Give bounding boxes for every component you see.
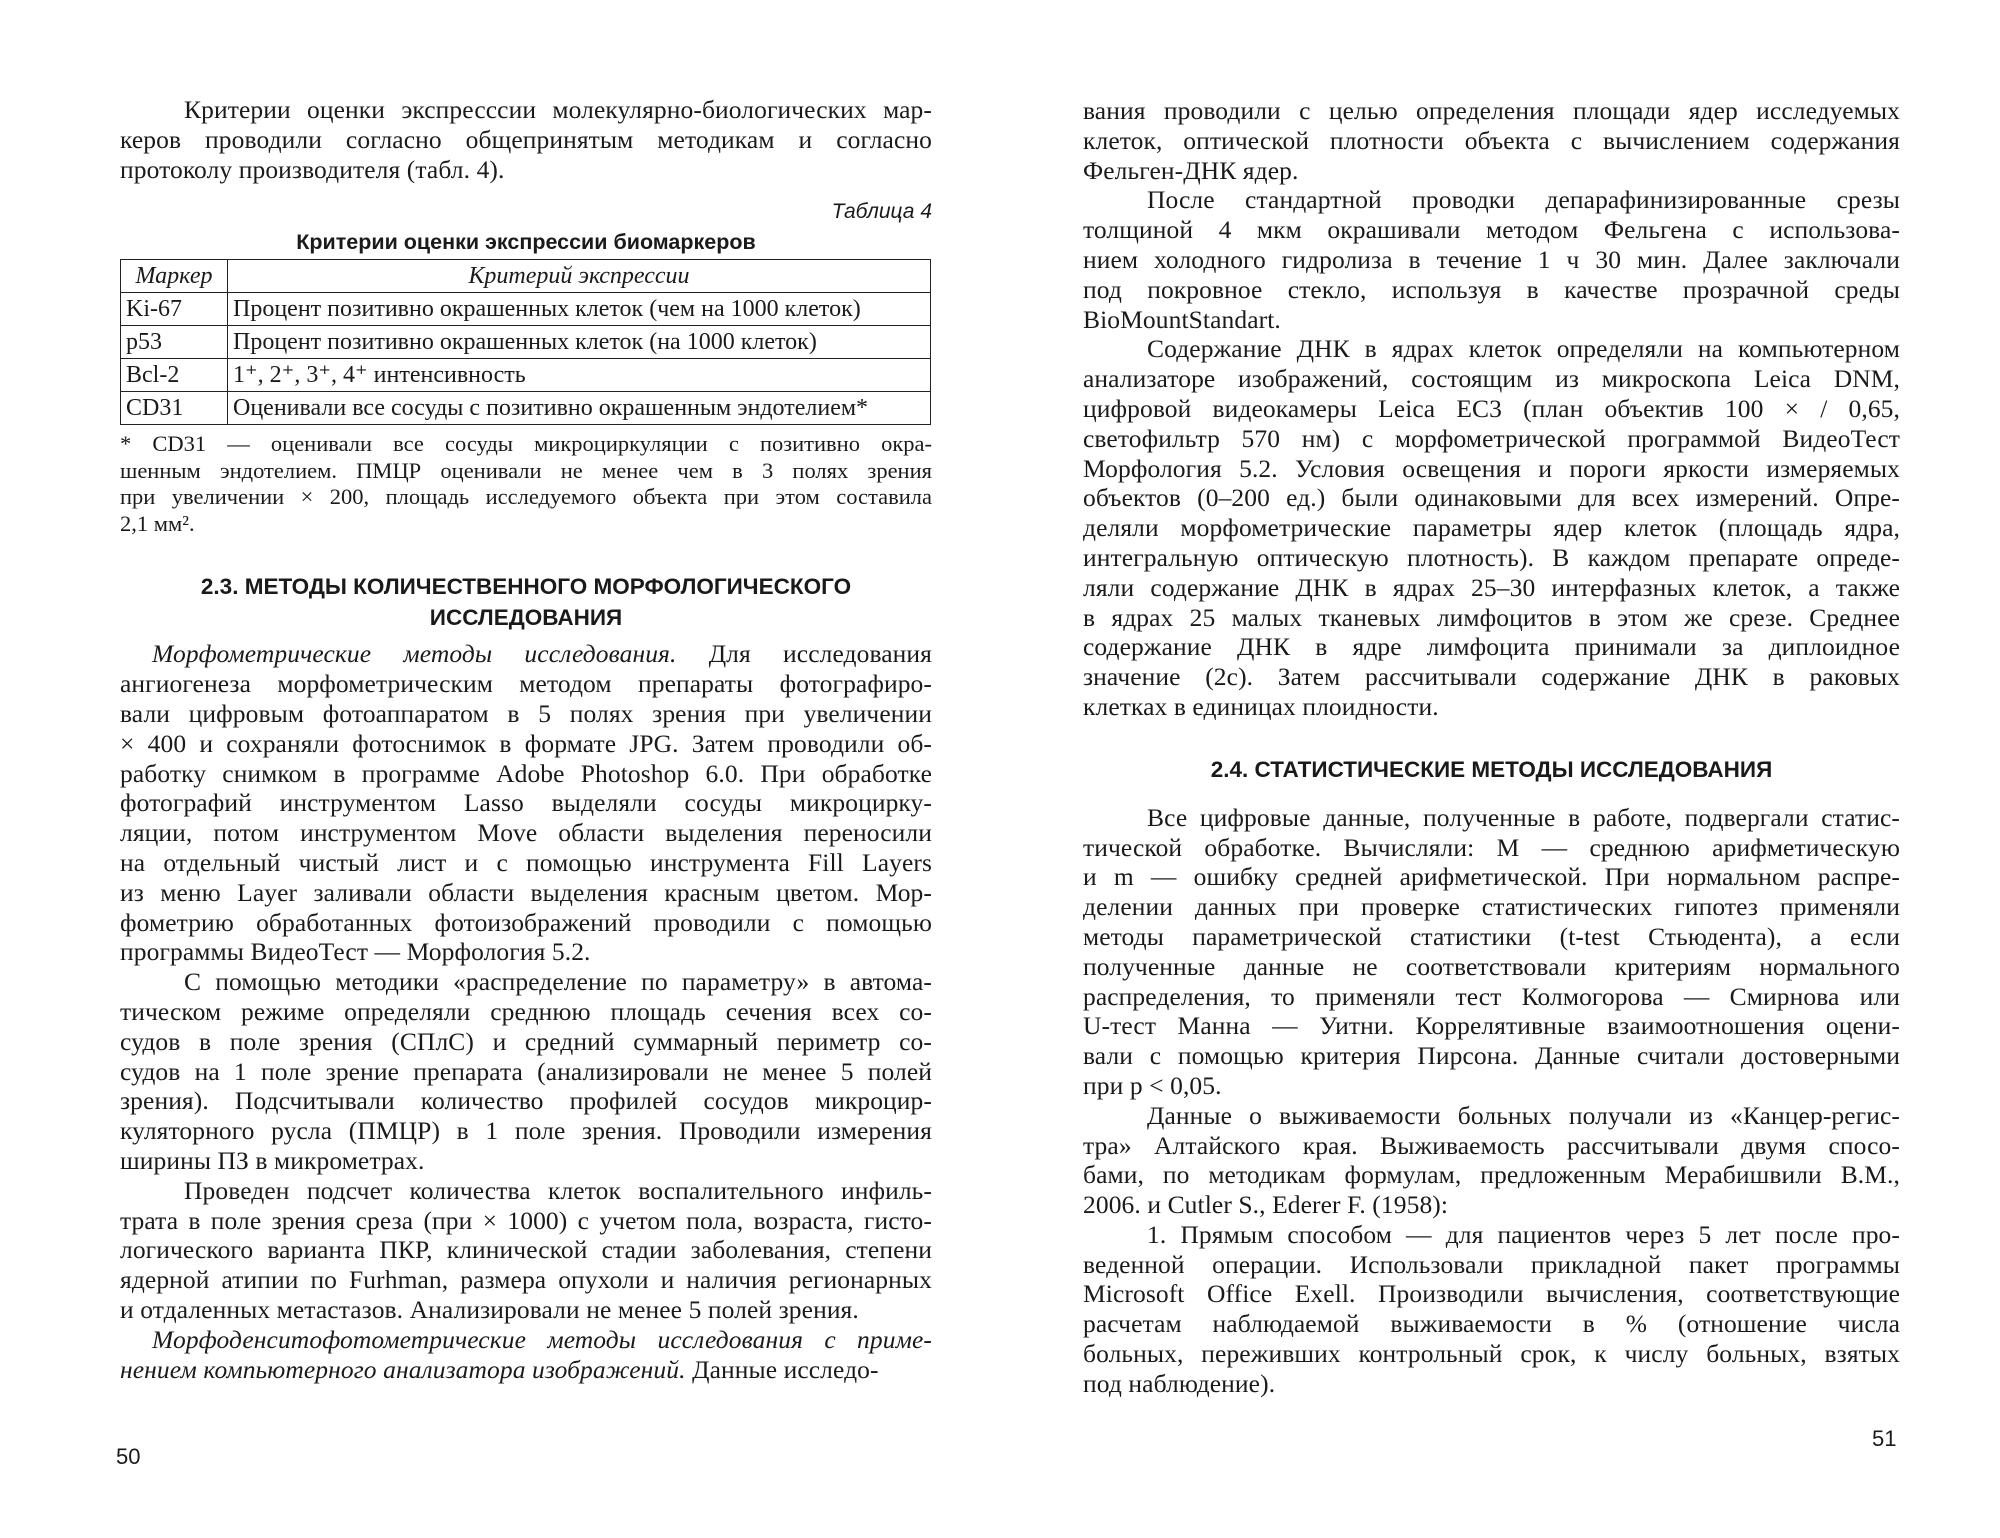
- text-line: фотографий инструментом Lasso выделяли сосуды микроцирку-: [120, 788, 932, 818]
- text-line: протоколу производителя (табл. 4).: [120, 154, 505, 184]
- left-page: [120, 95, 932, 1384]
- table-row: [121, 359, 931, 392]
- paragraph-morphometric: [120, 639, 932, 967]
- heading-line: ИССЛЕДОВАНИЯ: [429, 605, 623, 631]
- intro-paragraph: [120, 95, 932, 184]
- text-line: керов проводили согласно общепринятым методикам и согласно: [120, 124, 932, 154]
- text-line: расчетам наблюдаемой выживаемости в % (отношение числа: [1083, 1309, 1900, 1339]
- text-line: и отдаленных метастазов. Анализировали не менее 5 полей зрения.: [120, 1294, 859, 1324]
- text-line: Морфология 5.2. Условия освещения и пороги яркости измеряемых: [1083, 453, 1900, 483]
- text-line: [120, 1355, 932, 1385]
- text-line: ляли содержание ДНК в ядрах 25–30 интерфазных клеток, а также: [1083, 572, 1900, 602]
- text-run: Данные исследо-: [685, 1354, 879, 1384]
- text-line: [120, 639, 932, 669]
- text-line: и m — ошибку средней арифметической. При нормальном распре-: [1083, 862, 1900, 892]
- text-line: интегральную оптическую плотность). В каждом препарате опреде-: [1083, 542, 1900, 572]
- text-line: на отдельный чистый лист и с помощью инструмента Fill Layers: [120, 847, 932, 877]
- italic-run: нением компьютерного анализатора изображений.: [120, 1354, 686, 1384]
- text-line: шенным эндотелием. ПМЦР оценивали не менее чем в 3 полях зрения: [120, 457, 932, 483]
- text-line: бами, по методикам формулам, предложенным Мерабишвили В.М.,: [1083, 1160, 1900, 1190]
- table-cell: CD31: [121, 392, 228, 425]
- text-line: содержание ДНК в ядре лимфоцита принимали за диплоидное: [1083, 632, 1900, 662]
- section-heading-2-3: [120, 571, 932, 633]
- text-line: Все цифровые данные, полученные в работе, подвергали статис-: [1147, 802, 1900, 832]
- text-line: Данные о выживаемости больных получали из «Канцер-регис-: [1147, 1100, 1900, 1130]
- page-number-left: 50: [116, 1444, 141, 1469]
- text-line: светофильтр 570 нм) с морфометрической программой ВидеоТест: [1083, 423, 1900, 453]
- text-line: зрения). Подсчитывали количество профилей сосудов микроцир-: [120, 1086, 932, 1116]
- text-line: Критерии оценки экспресссии молекулярно-биологических мар-: [184, 95, 932, 124]
- text-line: судов в поле зрения (СПлС) и средний суммарный периметр со-: [120, 1026, 932, 1056]
- text-line: судов на 1 поле зрение препарата (анализировали не менее 5 полей: [120, 1056, 932, 1086]
- text-line: делении данных при проверке статистических гипотез применяли: [1083, 892, 1900, 922]
- text-line: клеток, оптической плотности объекта с вычислением содержания: [1083, 125, 1900, 155]
- text-line: Фельген-ДНК ядер.: [1083, 155, 1299, 185]
- right-page: [1083, 96, 1900, 1399]
- text-line: тическом режиме определяли среднюю площадь сечения всех со-: [120, 996, 932, 1026]
- table-cell: Процент позитивно окрашенных клеток (чем на 1000 клеток): [228, 293, 931, 326]
- text-line: * CD31 — оценивали все сосуды микроциркуляции с позитивно окра-: [120, 431, 932, 457]
- text-line: под покровное стекло, используя в качестве прозрачной среды: [1083, 274, 1900, 304]
- page-number-right: 51: [1872, 1426, 1897, 1451]
- table-footnote: [120, 431, 932, 537]
- text-line: веденной операции. Использовали прикладной пакет программы: [1083, 1249, 1900, 1279]
- paragraph-feulgen: [1083, 185, 1900, 334]
- text-line: работку снимком в программе Adobe Photoshop 6.0. При обработке: [120, 758, 932, 788]
- text-line: тра» Алтайского края. Выживаемость рассчитывали двумя спосо-: [1083, 1130, 1900, 1160]
- paragraph-infiltrate: [120, 1176, 932, 1325]
- paragraph-dna-content: [1083, 334, 1900, 721]
- table-header-row: [121, 260, 931, 293]
- text-line: [120, 1325, 932, 1355]
- markers-table: [120, 259, 931, 425]
- text-line: в ядрах 25 малых тканевых лимфоцитов в этом же срезе. Среднее: [1083, 602, 1900, 632]
- table-cell: Оценивали все сосуды с позитивно окрашенным эндотелием*: [228, 392, 931, 425]
- table-title: Критерии оценки экспрессии биомаркеров: [296, 230, 756, 255]
- text-line: вания проводили с целью определения площади ядер исследуемых: [1083, 96, 1900, 125]
- table-row: [121, 326, 931, 359]
- text-line: больных, переживших контрольный срок, к числу больных, взятых: [1083, 1339, 1900, 1369]
- section-heading-2-4: 2.4. СТАТИСТИЧЕСКИЕ МЕТОДЫ ИССЛЕДОВАНИЯ: [1210, 756, 1773, 782]
- text-line: Microsoft Office Exell. Производили вычисления, соответствующие: [1083, 1279, 1900, 1309]
- italic-lead: Морфометрические методы исследования.: [152, 639, 677, 669]
- text-line: вали цифровым фотоаппаратом в 5 полях зрения при увеличении: [120, 698, 932, 728]
- text-line: вали с помощью критерия Пирсона. Данные считали достоверными: [1083, 1041, 1900, 1071]
- text-line: трата в поле зрения среза (при × 1000) с учетом пола, возраста, гисто-: [120, 1205, 932, 1235]
- table-cell: 1⁺, 2⁺, 3⁺, 4⁺ интенсивность: [228, 359, 931, 392]
- text-line: при p < 0,05.: [1083, 1070, 1222, 1100]
- text-line: толщиной 4 мкм окрашивали методом Фельгена с использова-: [1083, 215, 1900, 245]
- table-label: Таблица 4: [831, 200, 932, 224]
- text-line: полученные данные не соответствовали критериям нормального: [1083, 951, 1900, 981]
- table-header-criterion: Критерий экспрессии: [228, 260, 931, 293]
- text-line: С помощью методики «распределение по параметру» в автома-: [184, 967, 932, 997]
- table-row: [121, 293, 931, 326]
- text-line: 2,1 мм².: [120, 510, 195, 536]
- paragraph-statistics: [1083, 803, 1900, 1101]
- text-line: при увеличении × 200, площадь исследуемого объекта при этом составила: [120, 484, 932, 510]
- text-line: После стандартной проводки депарафинизированные срезы: [1147, 185, 1900, 215]
- text-line: клетках в единицах плоидности.: [1083, 691, 1439, 721]
- text-line: под наблюдение).: [1083, 1368, 1276, 1398]
- text-line: методы параметрической статистики (t-test Стьюдента), а если: [1083, 921, 1900, 951]
- paragraph-distribution: [120, 967, 932, 1176]
- text-line: куляторного русла (ПМЦР) в 1 поле зрения. Проводили измерения: [120, 1116, 932, 1146]
- text-line: ляции, потом инструментом Move области выделения переносили: [120, 818, 932, 848]
- text-line: из меню Layer заливали области выделения красным цветом. Мор-: [120, 877, 932, 907]
- table-header-marker: Маркер: [121, 260, 228, 293]
- text-line: логического варианта ПКР, клинической стадии заболевания, степени: [120, 1235, 932, 1265]
- text-line: ядерной атипии по Furhman, размера опухоли и наличия регионарных: [120, 1265, 932, 1295]
- text-line: тической обработке. Вычисляли: M — среднюю арифметическую: [1083, 832, 1900, 862]
- paragraph-survival: [1083, 1101, 1900, 1220]
- text-line: Содержание ДНК в ядрах клеток определяли на компьютерном: [1147, 334, 1900, 364]
- text-line: U-тест Манна — Уитни. Коррелятивные взаимоотношения оцени-: [1083, 1011, 1900, 1041]
- table-cell: p53: [121, 326, 228, 359]
- text-line: Проведен подсчет количества клеток воспалительного инфиль-: [184, 1175, 932, 1205]
- text-line: фометрию обработанных фотоизображений проводили с помощью: [120, 907, 932, 937]
- table-cell: Bcl-2: [121, 359, 228, 392]
- paragraph-continuation: [1083, 96, 1900, 185]
- text-line: 1. Прямым способом — для пациентов через 5 лет после про-: [1147, 1219, 1900, 1249]
- text-line: цифровой видеокамеры Leica EC3 (план объектив 100 × / 0,65,: [1083, 393, 1900, 423]
- text-line: значение (2с). Затем рассчитывали содержание ДНК в раковых: [1083, 662, 1900, 692]
- italic-run: Морфоденситофотометрические методы исследования с приме-: [152, 1324, 932, 1354]
- text-line: распределения, то применяли тест Колмогорова — Смирнова или: [1083, 981, 1900, 1011]
- text-line: BioMountStandart.: [1083, 304, 1281, 334]
- paragraph-densitometry: [120, 1325, 932, 1385]
- text-line: деляли морфометрические параметры ядер клеток (площадь ядра,: [1083, 513, 1900, 543]
- text-line: объектов (0–200 ед.) были одинаковыми для всех измерений. Опре-: [1083, 483, 1900, 513]
- heading-line: 2.3. МЕТОДЫ КОЛИЧЕСТВЕННОГО МОРФОЛОГИЧЕСКОГО: [200, 574, 852, 600]
- paragraph-direct-method: [1083, 1220, 1900, 1399]
- text-line: 2006. и Cutler S., Ederer F. (1958):: [1083, 1190, 1449, 1220]
- table-row: [121, 392, 931, 425]
- text-line: ангиогенеза морфометрическим методом препараты фотографиро-: [120, 669, 932, 699]
- table-cell: Процент позитивно окрашенных клеток (на 1000 клеток): [228, 326, 931, 359]
- text-line: ширины ПЗ в микрометрах.: [120, 1145, 425, 1175]
- text-line: нием холодного гидролиза в течение 1 ч 30 мин. Далее заключали: [1083, 244, 1900, 274]
- text-line: × 400 и сохраняли фотоснимок в формате JPG. Затем проводили об-: [120, 728, 932, 758]
- text-line: программы ВидеоТест — Морфология 5.2.: [120, 937, 591, 967]
- table-cell: Ki-67: [121, 293, 228, 326]
- text-run: Для исследования: [676, 639, 933, 669]
- text-line: анализаторе изображений, состоящим из микроскопа Leica DNM,: [1083, 364, 1900, 394]
